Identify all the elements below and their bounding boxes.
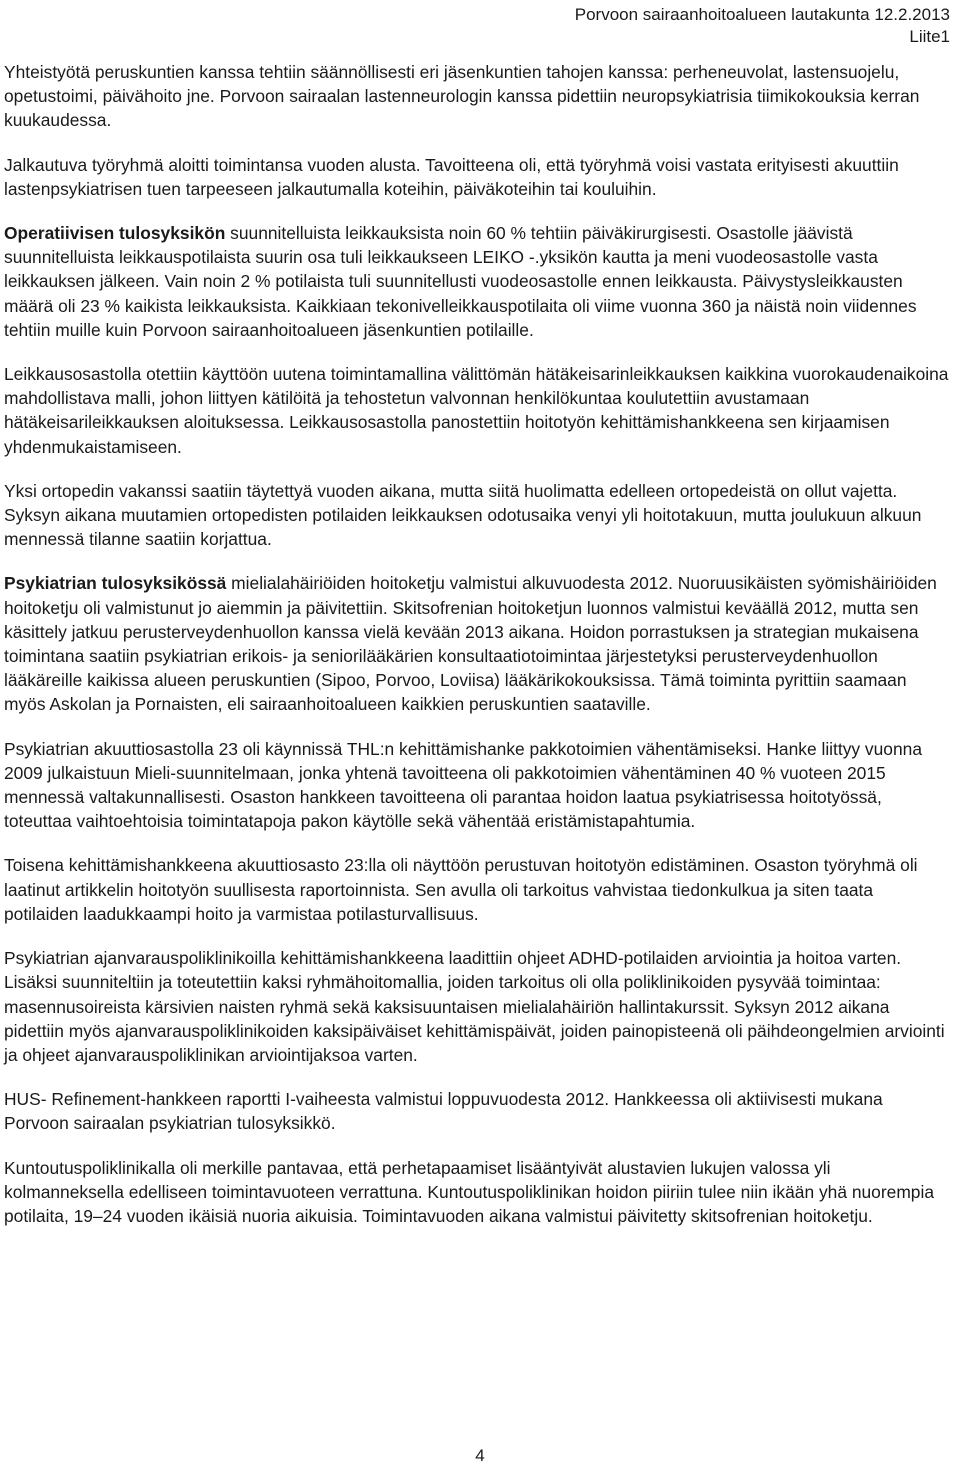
paragraph-psychiatry-unit (4, 571, 952, 716)
header-committee-date: Porvoon sairaanhoitoalueen lautakunta 12.2.2013 (574, 5, 950, 24)
paragraph-orthopedics: Yksi ortopedin vakanssi saatiin täytettyä vuoden aikana, mutta siitä huolimatta edelleen ortopedeistä on ollut vajetta. Syksyn aikana muutamien ortopedisten potilaiden leikkauksen odotusaika venyi yli hoitotakuun, mutta joulukuun alkuun mennessä tilanne saatiin korjattua. (4, 480, 922, 550)
paragraph-outpatient-clinics: Psykiatrian ajanvarauspoliklinikoilla kehittämishankkeena laadittiin ohjeet ADHD-potilaiden arviointia ja hoitoa varten. Lisäksi suunniteltiin ja toteutettiin kaksi ryhmähoitomallia, joiden tarkoitus oli olla poliklinikoiden pysyvää toimintaa: masennusoireista kärsivien naisten ryhmä sekä kaksisuuntaisen mielialahäiriön hallintakurssit. Syksyn 2012 aikana pidettiin myös ajanvarauspoliklinikoiden kaksipäiväiset kehittämispäivät, joiden painopisteenä oli päihdeongelmien arviointi ja ohjeet ajanvarauspoliklinikan arviointijaksoa varten. (4, 948, 945, 1065)
paragraph-operative-unit (4, 221, 952, 342)
psychiatry-unit-heading: Psykiatrian tulosyksikössä (4, 573, 227, 594)
page-number: 4 (475, 1446, 485, 1465)
paragraph-surgery-ward: Leikkausosastolla otettiin käyttöön uutena toimintamallina välittömän hätäkeisarinleikkauksen kaikkina vuorokaudenaikoina mahdollistava malli, johon liittyen kätilöitä ja tehostetun valvonnan henkilökuntaa koulutettiin avustamaan hätäkeisarileikkauksen aloituksessa. Leikkausosastolla panostettiin hoitotyön kehittämishankkeena sen kirjaamisen yhdenmukaistamiseen. (4, 364, 949, 457)
page-header (575, 4, 950, 48)
paragraph-second-project: Toisena kehittämishankkeena akuuttiosasto 23:lla oli näyttöön perustuvan hoitotyön edistäminen. Osaston työryhmä oli laatinut artikkelin hoitotyön suullisesta raportoinnista. Sen avulla oli tarkoitus vahvistaa tiedonkulkua ja siten taata potilaiden laadukkaampi hoito ja varmistaa potilasturvallisuus. (4, 855, 918, 924)
paragraph-mobile-team: Jalkautuva työryhmä aloitti toimintansa vuoden alusta. Tavoitteena oli, että työryhmä voisi vastata erityisesti akuuttiin lastenpsykiatrisen tuen tarpeeseen jalkautumalla koteihin, päiväkoteihin tai kouluihin. (4, 154, 899, 199)
document-body (4, 60, 952, 1248)
psychiatry-unit-text: mielialahäiriöiden hoitoketju valmistui alkuvuodesta 2012. Nuoruusikäisten syömishäiriöiden hoitoketju oli valmistunut jo aiemmin ja päivitettiin. Skitsofrenian hoitoketjun luonnos valmistui keväällä 2012, mutta sen käsittely jatkuu perusterveydenhuollon kanssa vielä kevään 2013 aikana. Hoidon porrastuksen ja strategian mukaisena toimintana saatiin psykiatrian erikois- ja seniorilääkärien konsultaatiotoimintaa järjestetyksi perusterveydenhuollon lääkäreille kaikissa alueen peruskuntien (Sipoo, Porvoo, Loviisa) lääkärikokouksissa. Tämä toiminta pyrittiin saamaan myös Askolan ja Pornaisten, eli sairaanhoitoalueen kaikkien peruskuntien saataville. (4, 573, 937, 715)
header-attachment-label: Liite1 (909, 27, 950, 46)
paragraph-rehabilitation-clinic: Kuntoutuspoliklinikalla oli merkille pantavaa, että perhetapaamiset lisääntyivät alustavien lukujen valossa yli kolmanneksella edelliseen toimintavuoteen verrattuna. Kuntoutuspoliklinikan hoidon piiriin tulee niin ikään yhä nuorempia potilaita, 19–24 vuoden ikäisiä nuoria aikuisia. Toimintavuoden aikana valmistui päivitetty skitsofrenian hoitoketju. (4, 1157, 935, 1226)
operative-unit-heading: Operatiivisen tulosyksikön (4, 223, 226, 244)
paragraph-hus-refinement: HUS- Refinement-hankkeen raportti I-vaiheesta valmistui loppuvuodesta 2012. Hankkeessa oli aktiivisesti mukana Porvoon sairaalan psykiatrian tulosyksikkö. (4, 1089, 883, 1134)
paragraph-cooperation: Yhteistyötä peruskuntien kanssa tehtiin säännöllisesti eri jäsenkuntien tahojen kanssa: perheneuvolat, lastensuojelu, opetustoimi, päivähoito jne. Porvoon sairaalan lastenneurologin kanssa pidettiin neuropsykiatrisia tiimikokouksia kerran kuukaudessa. (4, 62, 920, 131)
paragraph-acute-ward-project: Psykiatrian akuuttiosastolla 23 oli käynnissä THL:n kehittämishanke pakkotoimien vähentämiseksi. Hanke liittyy vuonna 2009 julkaistuun Mieli-suunnitelmaan, jonka yhtenä tavoitteena oli pakkotoimien vähentäminen 40 % vuoteen 2015 mennessä valtakunnallisesti. Osaston hankkeen tavoitteena oli parantaa hoidon laatua psykiatrisessa hoitotyössä, toteuttaa vaihtoehtoisia toimintatapoja pakon käytölle sekä vähentää eristämistapahtumia. (4, 738, 922, 832)
operative-unit-text: suunnitelluista leikkauksista noin 60 % tehtiin päiväkirurgisesti. Osastolle jäävistä suunnitelluista leikkauspotilaista suurin osa tuli leikkaukseen LEIKO -.yksikön kautta ja meni vuodeosastolle vasta leikkauksen jälkeen. Vain noin 2 % potilaista tuli suunnitellusti vuodeosastolle ennen leikkausta. Päivystysleikkausten määrä oli 23 % kaikista leikkauksista. Kaikkiaan tekonivelleikkauspotilaita oli viime vuonna 360 ja näistä noin viidennes tehtiin muille kuin Porvoon sairaanhoitoalueen jäsenkuntien potilaille. (4, 223, 917, 340)
